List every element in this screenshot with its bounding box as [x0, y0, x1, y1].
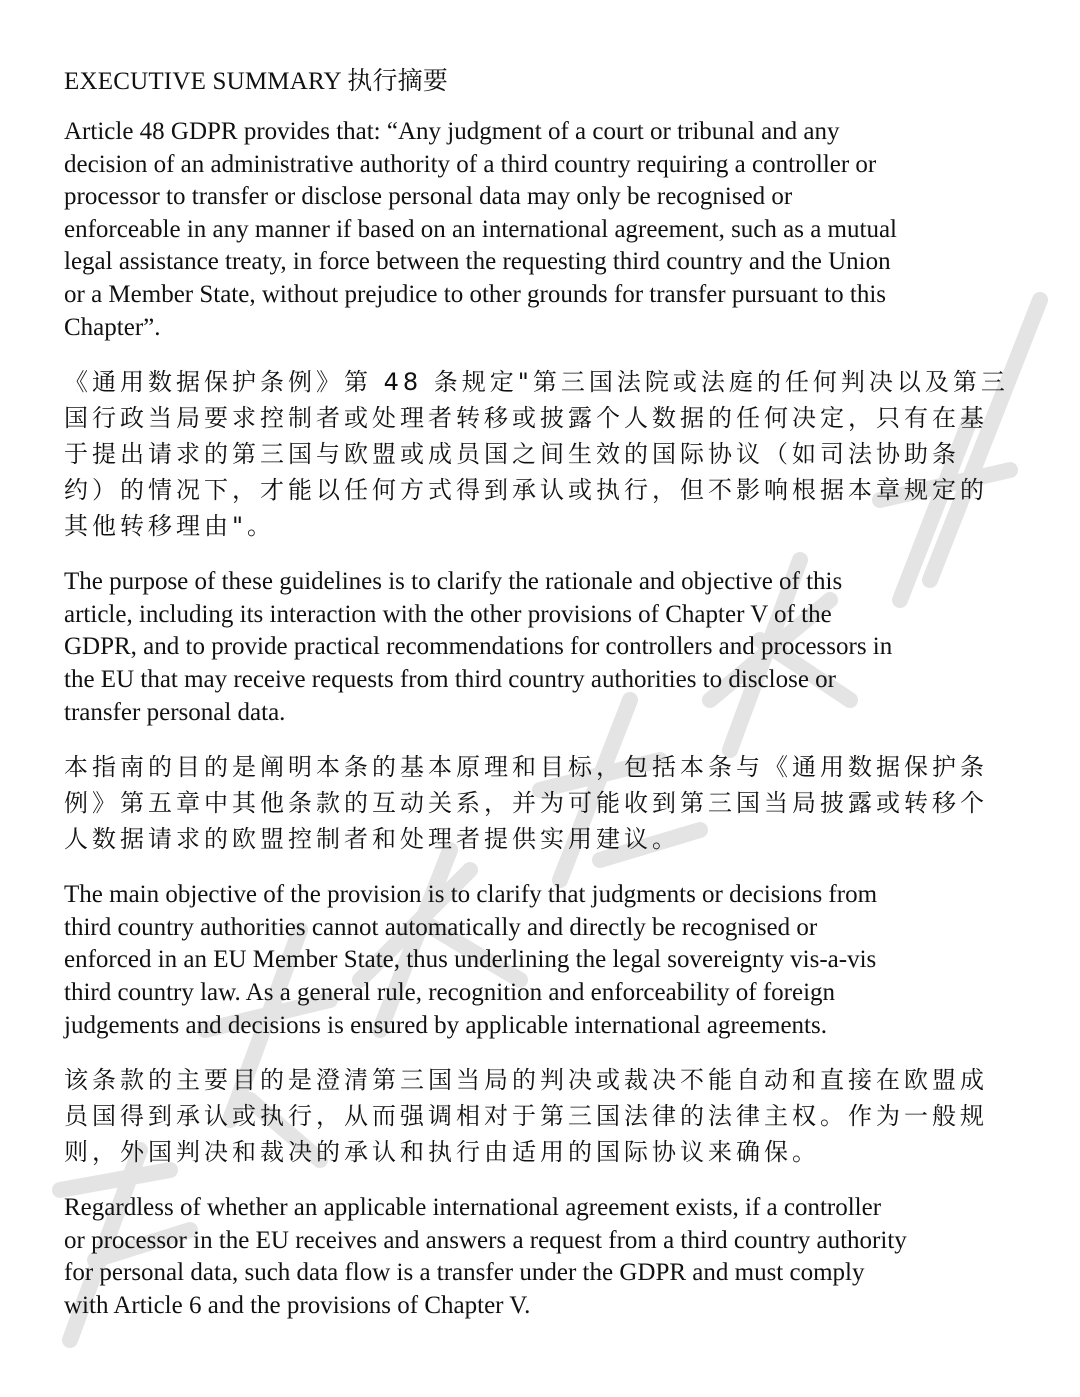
- text-line: with Article 6 and the provisions of Chapter V.: [64, 1291, 531, 1319]
- text-line: 人数据请求的欧盟控制者和处理者提供实用建议。: [64, 825, 680, 854]
- text-line: Chapter”.: [64, 313, 161, 341]
- text-line: 该条款的主要目的是澄清第三国当局的判决或裁决不能自动和直接在欧盟成: [64, 1066, 988, 1095]
- text-line: article, including its interaction with the other provisions of Chapter V of the: [64, 600, 832, 628]
- text-line: 其他转移理由"。: [64, 512, 276, 541]
- paragraph-transfer-en: [64, 1192, 1024, 1322]
- text-line: decision of an administrative authority of a third country requiring a controller or: [64, 150, 877, 178]
- paragraph-objective-en: [64, 879, 1024, 1042]
- paragraph-purpose-en: [64, 566, 1024, 729]
- text-line: third country authorities cannot automatically and directly be recognised or: [64, 913, 818, 941]
- text-line: 国行政当局要求控制者或处理者转移或披露个人数据的任何决定，只有在基: [64, 404, 988, 433]
- text-line: processor to transfer or disclose personal data may only be recognised or: [64, 183, 793, 211]
- text-line: judgements and decisions is ensured by applicable international agreements.: [64, 1011, 827, 1039]
- text-line: third country law. As a general rule, recognition and enforceability of foreign: [64, 978, 836, 1006]
- text-line: or processor in the EU receives and answers a request from a third country authority: [64, 1226, 907, 1254]
- text-line: enforced in an EU Member State, thus underlining the legal sovereignty vis-a-vis: [64, 946, 877, 974]
- section-heading: EXECUTIVE SUMMARY 执行摘要: [64, 68, 449, 95]
- text-line: or a Member State, without prejudice to other grounds for transfer pursuant to this: [64, 280, 887, 308]
- text-line: GDPR, and to provide practical recommendations for controllers and processors in: [64, 633, 893, 661]
- text-line: for personal data, such data flow is a transfer under the GDPR and must comply: [64, 1259, 865, 1287]
- text-line: Regardless of whether an applicable international agreement exists, if a controller: [64, 1194, 882, 1222]
- text-line: enforceable in any manner if based on an international agreement, such as a mutual: [64, 215, 897, 243]
- text-line: 则，外国判决和裁决的承认和执行由适用的国际协议来确保。: [64, 1138, 820, 1167]
- text-line: The purpose of these guidelines is to clarify the rationale and objective of this: [64, 568, 843, 596]
- text-line: 于提出请求的第三国与欧盟或成员国之间生效的国际协议（如司法协助条: [64, 440, 960, 469]
- text-line: 例》第五章中其他条款的互动关系，并为可能收到第三国当局披露或转移个: [64, 789, 988, 818]
- paragraph-article48-zh: [64, 364, 1024, 544]
- text-line: legal assistance treaty, in force between the requesting third country and the Union: [64, 248, 891, 276]
- text-line: 约）的情况下，才能以任何方式得到承认或执行，但不影响根据本章规定的: [64, 476, 988, 505]
- paragraph-objective-zh: [64, 1062, 1024, 1170]
- document-page: [64, 62, 1024, 1342]
- text-line: transfer personal data.: [64, 698, 286, 726]
- text-line: 员国得到承认或执行，从而强调相对于第三国法律的法律主权。作为一般规: [64, 1102, 988, 1131]
- text-line: 本指南的目的是阐明本条的基本原理和目标，包括本条与《通用数据保护条: [64, 753, 988, 782]
- text-line: The main objective of the provision is to clarify that judgments or decisions from: [64, 881, 878, 909]
- text-line: 《通用数据保护条例》第 48 条规定"第三国法院或法庭的任何判决以及第三: [64, 368, 1009, 397]
- paragraph-purpose-zh: [64, 749, 1024, 857]
- text-line: the EU that may receive requests from third country authorities to disclose or: [64, 665, 836, 693]
- text-line: Article 48 GDPR provides that: “Any judgment of a court or tribunal and any: [64, 118, 840, 145]
- paragraph-article48-en: [64, 116, 1024, 344]
